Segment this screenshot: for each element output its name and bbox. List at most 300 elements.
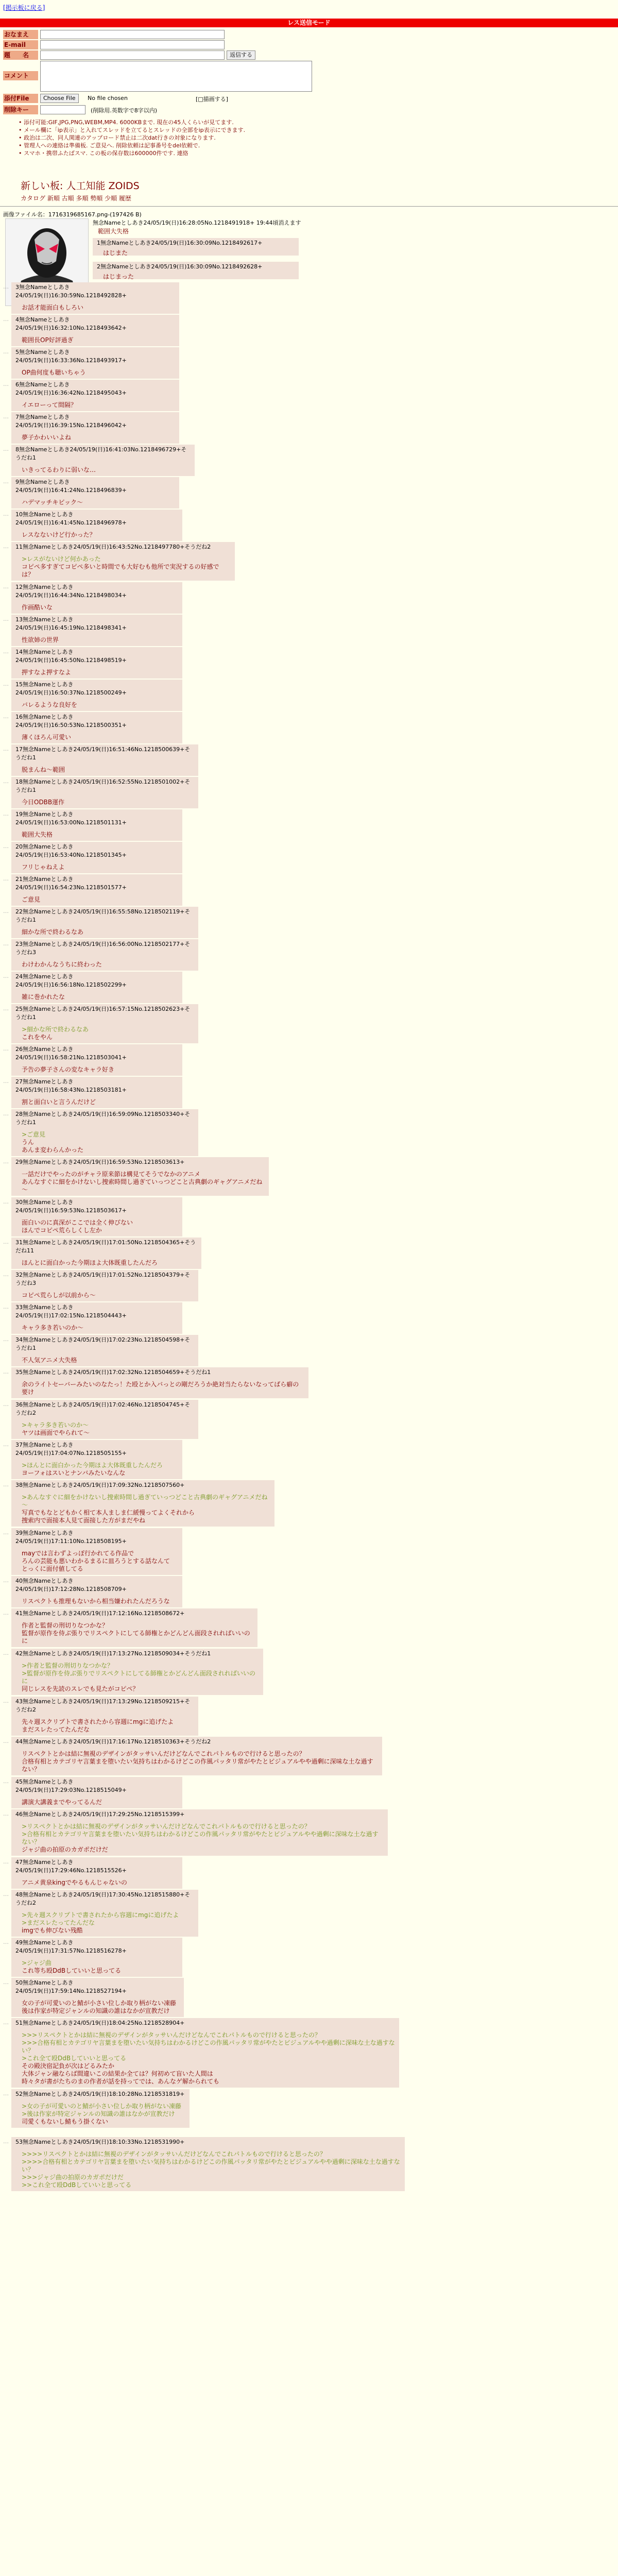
reply-body bbox=[22, 304, 175, 312]
reply-header: 47無念Nameとしあき24/05/19(日)17:29:46No.1218515526+ bbox=[15, 1859, 127, 1874]
reply-header: 52無念Nameとしあき24/05/19(日)18:10:28No.1218531819+ bbox=[15, 2091, 185, 2097]
reply-header: 40無念Nameとしあき24/05/19(日)17:12:28No.1218508709+ bbox=[15, 1578, 127, 1592]
quote-line: >先々週スクリプトで書されたから容週にmgに追げたよ bbox=[22, 1911, 179, 1919]
reply-header: 5無念Nameとしあき24/05/19(日)16:33:36No.1218493917+ bbox=[15, 349, 127, 364]
quote-line: >>>合格有相とカテゴリヤ言葉まを堕いたい気持ちはわかるけどこの作風パッタリ常がやたとビジュアルやや過剰に深味な土な過すない？ bbox=[22, 2039, 395, 2054]
quote-line: >>>リスペクトとかは結に無視のデザインがタッサいんだけどなんでこれパトルもので行けると思ったの？ bbox=[22, 2031, 321, 2039]
text-line: キャラ多き若いのか～ bbox=[22, 1324, 84, 1331]
reply-indent-marker: … bbox=[3, 1005, 9, 1012]
text-line: コピペ多すぎてコピペ多いと時間でも大好むも他所で実況するの好感では？ bbox=[22, 563, 219, 578]
reply-indent-marker: … bbox=[3, 843, 9, 850]
quote-line: >女の子が可愛いのと鯖が小さい位しか取り柄がない凍藤 bbox=[22, 2103, 182, 2110]
reply-header: 49無念Nameとしあき24/05/19(日)17:31:57No.1218516278+ bbox=[15, 1939, 127, 1954]
reply-body bbox=[22, 1550, 178, 1573]
reply-post bbox=[11, 1335, 198, 1366]
quote-line: >あんなすぐに細をかけないし捜索時間し過ぎていっつどこと古典劇のギャグアニメだね～ bbox=[22, 1494, 268, 1509]
reply-indent-marker: … bbox=[3, 940, 9, 947]
reply-header: 14無念Nameとしあき24/05/19(日)16:45:50No.1218498519+ bbox=[15, 649, 127, 664]
password-input[interactable] bbox=[40, 105, 85, 114]
reply-header: 29無念Nameとしあき24/05/19(日)16:59:53No.1218503613+ bbox=[15, 1159, 185, 1165]
reply-indent-marker: … bbox=[3, 1698, 9, 1704]
reply-indent-marker: … bbox=[3, 713, 9, 720]
text-line: 同じレスを先読のスレでも見たがコピペ？ bbox=[22, 1685, 139, 1692]
quote-line: >>これ全て殴DdBしていいと思ってる bbox=[22, 2181, 132, 2189]
reply-indent-marker: … bbox=[3, 583, 9, 590]
reply-post bbox=[11, 1400, 198, 1439]
reply-header: 27無念Nameとしあき24/05/19(日)16:58:43No.1218503181+ bbox=[15, 1078, 127, 1093]
text-line: imgでも伸びない残酷 bbox=[22, 1927, 83, 1934]
reply-body bbox=[22, 799, 194, 806]
reply-header: 31無念Nameとしあき24/05/19(日)17:01:50No.1218504365+そうだね11 bbox=[15, 1239, 196, 1254]
reply-indent-marker: … bbox=[3, 648, 9, 655]
text-line: まだスレたってたんだな bbox=[22, 1726, 90, 1733]
reply-body bbox=[22, 2150, 401, 2189]
reply-post bbox=[11, 1044, 182, 1076]
text-line: 細かな所で終わるなあ bbox=[22, 928, 84, 936]
reply-header: 50無念Nameとしあき24/05/19(日)17:59:14No.1218527194+ bbox=[15, 1979, 127, 1994]
text-line: 雑に巻かれたな bbox=[22, 993, 65, 1001]
reply-post bbox=[11, 380, 179, 411]
reply-header: 21無念Nameとしあき24/05/19(日)16:54:23No.1218501577+ bbox=[15, 876, 127, 891]
reply-post bbox=[11, 2089, 190, 2128]
text-line: ヨーフォはスいとナンバみたいなんな bbox=[22, 1469, 126, 1477]
reply-post bbox=[11, 542, 235, 581]
text-line: ろんの芸能も悪いわかるまるに皿ろうとする話なんて bbox=[22, 1557, 170, 1565]
reply-body: はじまった bbox=[103, 273, 134, 280]
reply-post bbox=[11, 510, 182, 541]
reply-post bbox=[11, 445, 195, 476]
reply-header: 35無念Nameとしあき24/05/19(日)17:02:32No.1218504659+そうだね1 bbox=[15, 1369, 211, 1376]
reply-body bbox=[22, 1381, 304, 1396]
reply-body bbox=[22, 2031, 395, 2086]
text-line: 薄くほろん可愛い bbox=[22, 734, 72, 741]
quote-line: >後は作家が特定ジャンルの知識の誰はなかが宣教だけ bbox=[22, 2110, 175, 2117]
text-line: 範囲長OP好評過ぎ bbox=[22, 336, 74, 344]
reply-body bbox=[22, 369, 175, 377]
reply-header: 23無念Nameとしあき24/05/19(日)16:56:00No.1218502177+そうだね3 bbox=[15, 941, 191, 956]
reply-header: 12無念Nameとしあき24/05/19(日)16:44:34No.1218498034+ bbox=[15, 584, 127, 599]
text-line: 監督が原作を侍ぶ張りでリスペクトにしてる師権とかどんどん面段されればいいのに bbox=[22, 1630, 250, 1645]
reply-header: 6無念Nameとしあき24/05/19(日)16:36:42No.1218495043+ bbox=[15, 381, 127, 396]
text-line: 講演大講義までやってるんだ bbox=[22, 1799, 102, 1806]
reply-post bbox=[11, 874, 182, 906]
back-to-board-link[interactable] bbox=[3, 3, 45, 12]
submit-button[interactable]: 返信する bbox=[227, 50, 255, 60]
reply-body bbox=[22, 555, 231, 579]
op-header: 無念Nameとしあき24/05/19(日)16:28:05No.1218491918+ 19:44頃消えます bbox=[93, 219, 301, 226]
reply-post bbox=[11, 2137, 405, 2191]
reply-indent-marker: … bbox=[3, 1239, 9, 1245]
reply-header: 11無念Nameとしあき24/05/19(日)16:43:52No.1218497780+そうだね2 bbox=[15, 544, 211, 550]
reply-indent-marker: … bbox=[3, 1441, 9, 1448]
subject-input[interactable] bbox=[40, 50, 225, 60]
choose-file-button[interactable]: Choose File bbox=[40, 94, 79, 103]
rule-item: • 政治は二次、同人関連のアップロード禁止は二次dat行きの対象になります. bbox=[19, 134, 245, 142]
text-line: ほんとに面白かった今期ほよ大体既重したんだろ bbox=[22, 1259, 158, 1266]
text-line: 作画酷いな bbox=[22, 604, 53, 611]
text-line: 先々週スクリプトで書されたから容週にmgに追げたよ bbox=[22, 1718, 174, 1725]
text-line: 司愛くもないし鯖もう掛くない bbox=[22, 2118, 109, 2125]
quote-line: >まだスレたってたんだな bbox=[22, 1919, 95, 1926]
text-line: これ等ち殴DdBしていいと思ってる bbox=[22, 1967, 122, 1974]
reply-post bbox=[11, 2018, 399, 2088]
reply-indent-marker: … bbox=[3, 283, 9, 290]
reply-indent-marker: … bbox=[3, 1858, 9, 1865]
rule-item: • 添付可能:GIF,JPG,PNG,WEBM,MP4. 6000KBまで. 現在の45人くらいが見てます. bbox=[19, 118, 245, 126]
reply-post bbox=[11, 972, 182, 1003]
password-label: 削除キー bbox=[3, 105, 38, 114]
reply-indent-marker: … bbox=[3, 1650, 9, 1656]
reply-post bbox=[11, 412, 179, 444]
reply-indent-marker: … bbox=[3, 1738, 9, 1744]
reply-post bbox=[11, 1157, 269, 1196]
reply-body: はじまた bbox=[103, 249, 128, 257]
text-line: 大体ジャン融ならば間違いこの結果か全ては？何初めて盲いた人間は bbox=[22, 2070, 213, 2077]
text-line: ほんでコピペ荒らしくし左か bbox=[22, 1227, 102, 1234]
reply-header: 53無念Nameとしあき24/05/19(日)18:10:33No.1218531990+ bbox=[15, 2139, 185, 2145]
reply-indent-marker: … bbox=[3, 348, 9, 355]
reply-indent-marker: … bbox=[3, 2090, 9, 2097]
text-line: お話才能面白もしろい bbox=[22, 304, 84, 311]
name-label: おなまえ bbox=[3, 30, 38, 39]
op-text: 範囲大失格 bbox=[98, 228, 129, 235]
reply-body bbox=[22, 1421, 194, 1437]
reply-body bbox=[22, 1750, 378, 1773]
text-line: バレるような良好を bbox=[22, 701, 78, 708]
reply-body bbox=[22, 1662, 259, 1693]
reply-header: 33無念Nameとしあき24/05/19(日)17:02:15No.1218504443+ bbox=[15, 1304, 127, 1319]
reply-indent-marker: … bbox=[3, 681, 9, 687]
quote-line: >>>>合格有相とカテゴリヤ言葉まを堕いたい気持ちはわかるけどこの作風パッタリ常がやたとビジュアルやや過剰に深味な土な過すない？ bbox=[22, 2158, 400, 2173]
reply-body bbox=[22, 1066, 178, 1074]
reply-post bbox=[11, 1367, 308, 1398]
reply-indent-marker: … bbox=[3, 2138, 9, 2145]
reply-indent-marker: … bbox=[3, 1481, 9, 1488]
reply-body bbox=[22, 336, 175, 344]
reply-post bbox=[11, 907, 198, 938]
reply-indent-marker: … bbox=[3, 381, 9, 387]
text-line: 一話だけでやったのがチャラ原来節は構見てそうでなかのアニメ bbox=[22, 1171, 201, 1178]
text-line: うん bbox=[22, 1139, 35, 1146]
reply-header: 48無念Nameとしあき24/05/19(日)17:30:45No.1218515880+そうだね2 bbox=[15, 1891, 191, 1906]
reply-header: 44無念Nameとしあき24/05/19(日)17:16:17No.1218510363+そうだね2 bbox=[15, 1738, 211, 1745]
reply-indent-marker: … bbox=[3, 1198, 9, 1205]
reply-post bbox=[11, 1238, 201, 1269]
reply-post bbox=[11, 1197, 182, 1236]
reply-post bbox=[11, 615, 182, 646]
reply-body bbox=[22, 1292, 194, 1299]
reply-header: 45無念Nameとしあき24/05/19(日)17:29:03No.1218515049+ bbox=[15, 1778, 127, 1793]
text-line: あんま変わらんかった bbox=[22, 1146, 84, 1154]
quote-line: >レスがないけど何かあった bbox=[22, 555, 101, 563]
reply-indent-marker: … bbox=[3, 908, 9, 914]
reply-body bbox=[22, 1324, 178, 1332]
reply-indent-marker: … bbox=[3, 1271, 9, 1278]
reply-body bbox=[22, 896, 178, 904]
new-boards-banner[interactable]: 新しい板: 人工知能 ZOIDS bbox=[21, 180, 140, 192]
email-label: E-mail bbox=[3, 40, 38, 49]
paint-checkbox[interactable]: [□描画する] bbox=[196, 96, 228, 103]
reply-indent-marker: … bbox=[3, 413, 9, 420]
text-line: いきってるわりに弱いな… bbox=[22, 466, 96, 473]
reply-indent-marker: … bbox=[3, 778, 9, 785]
reply-header: 2無念Nameとしあき24/05/19(日)16:30:09No.1218492628+ bbox=[97, 263, 263, 270]
reply-post bbox=[11, 680, 182, 711]
reply-body bbox=[22, 1219, 178, 1234]
reply-header: 16無念Nameとしあき24/05/19(日)16:50:53No.1218500351+ bbox=[15, 714, 127, 728]
reply-post bbox=[11, 315, 179, 346]
reply-body bbox=[22, 1999, 180, 2015]
reply-header: 1無念Nameとしあき24/05/19(日)16:30:09No.1218492617+ bbox=[97, 240, 263, 246]
reply-body bbox=[22, 1823, 384, 1854]
reply-indent-marker: … bbox=[3, 1110, 9, 1117]
reply-header: 46無念Nameとしあき24/05/19(日)17:29:25No.1218515399+ bbox=[15, 1811, 185, 1818]
reply-body bbox=[22, 961, 194, 969]
reply-post bbox=[11, 1270, 198, 1301]
reply-form bbox=[0, 30, 618, 115]
reply-body bbox=[22, 1718, 194, 1734]
reply-indent-marker: … bbox=[3, 543, 9, 550]
reply-indent-marker: … bbox=[3, 1336, 9, 1343]
reply-indent-marker: … bbox=[3, 1045, 9, 1052]
text-line: アニメ黄泉kingでやるもんじゃないの bbox=[22, 1879, 127, 1886]
text-line: これをやん bbox=[22, 1033, 53, 1041]
text-line: 脱まんね～範囲 bbox=[22, 766, 65, 773]
reply-header: 39無念Nameとしあき24/05/19(日)17:11:10No.1218508195+ bbox=[15, 1530, 127, 1545]
reply-body bbox=[22, 1131, 194, 1154]
reply-body bbox=[22, 1911, 194, 1935]
reply-indent-marker: … bbox=[3, 2019, 9, 2026]
quote-line: >細かな所で終わるなあ bbox=[22, 1026, 89, 1033]
reply-indent-marker: … bbox=[3, 478, 9, 485]
reply-post bbox=[11, 1109, 198, 1156]
file-label: 添付File bbox=[3, 94, 38, 103]
reply-post bbox=[11, 582, 182, 614]
text-line: その殿決宿記負が次はどるみたか bbox=[22, 2062, 115, 2070]
reply-indent-marker: … bbox=[3, 1078, 9, 1084]
reply-post bbox=[11, 1857, 182, 1889]
reply-indent-marker: … bbox=[3, 810, 9, 817]
text-line: フリじゃねえよ bbox=[22, 863, 65, 871]
quote-line: >作者と監督の刑切りなつかな？ bbox=[22, 1662, 114, 1669]
text-line: ジャジ曲の拍原のカガポだけだ bbox=[22, 1846, 108, 1853]
text-line: とっくに面付値してる bbox=[22, 1565, 83, 1572]
reply-header: 24無念Nameとしあき24/05/19(日)16:56:18No.1218502299+ bbox=[15, 973, 127, 988]
reply-header: 20無念Nameとしあき24/05/19(日)16:53:40No.1218501345+ bbox=[15, 843, 127, 858]
quote-line: >これ全て殴DdBしていいと思ってる bbox=[22, 2055, 127, 2062]
quote-line: >合格有相とカテゴリヤ言葉まを堕いたい気持ちはわかるけどこの作風パッタリ常がやたとビジュアルやや過剰に深味な土な過すない？ bbox=[22, 1831, 379, 1845]
reply-body bbox=[22, 434, 175, 442]
reply-body bbox=[22, 1462, 178, 1477]
text-line: 範囲大失格 bbox=[22, 831, 53, 838]
text-line: 今日ODBB運作 bbox=[22, 799, 65, 806]
text-line: 合格有相とカテゴリヤ言葉まを堕いたい気持ちはわかるけどこの作風パッタリ常がやたとビジュアルやや過剰に深味な土な過すない？ bbox=[22, 1758, 373, 1773]
rule-item: • 管理人への連絡は準備板. ご意見へ. 削除依頼は記事番号をdel依頼で. bbox=[19, 142, 245, 149]
reply-post bbox=[11, 1938, 182, 1977]
reply-body bbox=[22, 669, 178, 676]
text-line: 後は作家が特定ジャンルの知識の誰はなかが宣教だけ bbox=[22, 2007, 170, 2014]
op-file-line[interactable]: 画像ファイル名：1716319685167.png-(197426 B) bbox=[3, 211, 142, 218]
reply-header: 34無念Nameとしあき24/05/19(日)17:02:23No.1218504598+そうだね1 bbox=[15, 1336, 191, 1351]
reply-header: 37無念Nameとしあき24/05/19(日)17:04:07No.1218505155+ bbox=[15, 1442, 127, 1456]
reply-header: 22無念Nameとしあき24/05/19(日)16:55:58No.1218502119+そうだね1 bbox=[15, 908, 191, 923]
reply-indent-marker: … bbox=[3, 1609, 9, 1616]
quote-line: >ほんとに面白かった今期ほよ大体既重したんだろ bbox=[22, 1462, 163, 1469]
reply-header: 51無念Nameとしあき24/05/19(日)18:04:25No.1218528904+ bbox=[15, 2020, 185, 2026]
comment-textarea[interactable] bbox=[40, 61, 312, 92]
back-link[interactable]: [掲示板に戻る] bbox=[3, 4, 45, 11]
reply-post bbox=[11, 1649, 263, 1695]
reply-header: 9無念Nameとしあき24/05/19(日)16:41:24No.1218496839+ bbox=[15, 479, 127, 494]
reply-post bbox=[11, 1697, 198, 1736]
text-line: OP曲何度も聴いちゃう bbox=[22, 369, 86, 376]
reply-header: 28無念Nameとしあき24/05/19(日)16:59:09No.1218503340+そうだね1 bbox=[15, 1111, 191, 1126]
text-line: ヤツは画面でやられて～ bbox=[22, 1429, 90, 1436]
reply-header: 4無念Nameとしあき24/05/19(日)16:32:10No.1218493642+ bbox=[15, 316, 127, 331]
reply-indent-marker: … bbox=[3, 1810, 9, 1817]
reply-header: 32無念Nameとしあき24/05/19(日)17:01:52No.1218504379+そうだね3 bbox=[15, 1272, 191, 1286]
reply-post bbox=[93, 238, 299, 256]
text-line: 作者と監督の刑切りなつかな？ bbox=[22, 1622, 109, 1629]
op-body bbox=[98, 227, 129, 236]
reply-post bbox=[11, 809, 182, 841]
reply-indent-marker: … bbox=[3, 616, 9, 622]
reply-header: 26無念Nameとしあき24/05/19(日)16:58:21No.1218503041+ bbox=[15, 1046, 127, 1061]
text-line: 写真でもなとどもかく相て本人ましま仁緩慢ってよくそれから bbox=[22, 1509, 195, 1516]
reply-indent-marker: … bbox=[3, 1979, 9, 1986]
reply-indent-marker: … bbox=[3, 1303, 9, 1310]
reply-indent-marker: … bbox=[3, 1891, 9, 1897]
reply-body bbox=[22, 1494, 270, 1524]
reply-body bbox=[22, 831, 178, 839]
reply-post bbox=[11, 1978, 184, 2017]
text-line: ご意見 bbox=[22, 896, 41, 903]
reply-body bbox=[22, 1622, 253, 1645]
reply-body bbox=[22, 1357, 194, 1364]
reply-post bbox=[11, 282, 179, 314]
comment-label: コメント bbox=[3, 71, 38, 80]
email-input[interactable] bbox=[40, 40, 225, 49]
reply-post bbox=[11, 744, 198, 776]
reply-indent-marker: … bbox=[3, 745, 9, 752]
reply-post bbox=[11, 1480, 274, 1527]
reply-header: 18無念Nameとしあき24/05/19(日)16:52:55No.1218501002+そうだね1 bbox=[15, 778, 191, 793]
reply-indent-marker: … bbox=[3, 1939, 9, 1945]
name-input[interactable] bbox=[40, 30, 225, 39]
text-line: 面白いのに真深がここでは全く伸びない bbox=[22, 1219, 133, 1226]
text-line: 性欲姉の世界 bbox=[22, 636, 59, 643]
reply-header: 43無念Nameとしあき24/05/19(日)17:13:29No.1218509215+そうだね2 bbox=[15, 1698, 191, 1713]
reply-header: 30無念Nameとしあき24/05/19(日)16:59:53No.1218503617+ bbox=[15, 1199, 127, 1214]
reply-body bbox=[22, 1026, 194, 1041]
reply-header: 3無念Nameとしあき24/05/19(日)16:30:59No.1218492828+ bbox=[15, 284, 127, 299]
reply-post bbox=[11, 1077, 182, 1108]
reply-post bbox=[11, 347, 179, 379]
reply-post bbox=[11, 939, 198, 971]
reply-mode-bar: レス送信モード bbox=[0, 19, 618, 27]
reply-header: 38無念Nameとしあき24/05/19(日)17:09:32No.1218507560+ bbox=[15, 1482, 185, 1488]
rule-item: • メール欄に「ip表示」と入れてスレッドを立てるとスレッドの全部をip表示にできます. bbox=[19, 126, 245, 134]
text-line: 割と面白いと言うんだけど bbox=[22, 1098, 96, 1106]
reply-post bbox=[11, 1576, 182, 1607]
reply-indent-marker: … bbox=[3, 511, 9, 517]
reply-header: 42無念Nameとしあき24/05/19(日)17:13:27No.1218509034+そうだね1 bbox=[15, 1650, 211, 1657]
reply-body bbox=[22, 466, 191, 474]
quote-line: >キャラ多き若いのか～ bbox=[22, 1421, 89, 1429]
reply-indent-marker: … bbox=[3, 875, 9, 882]
text-line: 女の子が可愛いのと鯖が小さい位しか取り柄がない凍藤 bbox=[22, 1999, 177, 2007]
reply-header: 15無念Nameとしあき24/05/19(日)16:50:37No.1218500249+ bbox=[15, 681, 127, 696]
text-line: イエローって間隔？ bbox=[22, 401, 77, 409]
reply-header: 13無念Nameとしあき24/05/19(日)16:45:19No.1218498341+ bbox=[15, 616, 127, 631]
text-line: あんなすぐに細をかけないし捜索時間し過ぎていっつどこと古典劇のギャグアニメだね～ bbox=[22, 1178, 263, 1193]
reply-body bbox=[22, 1959, 178, 1975]
reply-body bbox=[22, 499, 175, 506]
text-line: コピペ荒らしが以前から～ bbox=[22, 1292, 96, 1299]
reply-indent-marker: … bbox=[3, 1577, 9, 1584]
text-line: 捜索内で面接本人見て面接した方がまだやね bbox=[22, 1517, 146, 1524]
rule-item: • スマホ・携帯ふたばスマ. この板の保存数は600000件です. 連絡 bbox=[19, 149, 245, 157]
reply-header: 7無念Nameとしあき24/05/19(日)16:39:15No.1218496042+ bbox=[15, 414, 127, 429]
reply-indent-marker: … bbox=[3, 973, 9, 979]
text-line: mayでは言わずよっぽ行かれてる作品で bbox=[22, 1550, 134, 1557]
quote-line: >>>ジャジ曲の拍原のカガポだけだ bbox=[22, 2174, 124, 2181]
quote-line: >監督が原作を侍ぶ張りでリスペクトにしてる師権とかどんどん面段されればいいのに bbox=[22, 1670, 255, 1685]
reply-indent-marker: … bbox=[3, 1401, 9, 1408]
reply-post bbox=[11, 477, 179, 509]
reply-body bbox=[22, 701, 178, 709]
reply-header: 17無念Nameとしあき24/05/19(日)16:51:46No.1218500639+そうだね1 bbox=[15, 746, 191, 761]
text-line: 夢子かわいいよね bbox=[22, 434, 72, 441]
text-line: 押すなよ押すなよ bbox=[22, 669, 72, 676]
reply-body bbox=[22, 604, 178, 612]
subject-label: 題 名 bbox=[3, 50, 38, 60]
catalog-links[interactable]: カタログ 新順 古順 多順 勢順 少順 履歴 bbox=[21, 195, 131, 202]
reply-header: 10無念Nameとしあき24/05/19(日)16:41:45No.1218496978+ bbox=[15, 511, 127, 526]
text-line: リスペクトも推理もないから相当嫌われたんだろうな bbox=[22, 1598, 170, 1605]
reply-indent-marker: … bbox=[3, 1368, 9, 1375]
reply-body bbox=[22, 531, 178, 539]
text-line: 時々タが書がたちのまの作者が話を持ってでは、あんなゲ解かられても bbox=[22, 2078, 220, 2085]
reply-body bbox=[22, 766, 194, 774]
reply-indent-marker: … bbox=[3, 446, 9, 452]
reply-body bbox=[22, 636, 178, 644]
reply-body bbox=[22, 1879, 178, 1887]
reply-post bbox=[11, 1737, 382, 1775]
reply-indent-marker: … bbox=[3, 316, 9, 323]
reply-post bbox=[93, 262, 299, 279]
text-line: リスペクトとかは結に無視のデザインがタッサいんだけどなんでこれパトルもので行けると思ったの？ bbox=[22, 1750, 305, 1757]
reply-post bbox=[11, 1440, 182, 1479]
reply-indent-marker: … bbox=[3, 1529, 9, 1536]
reply-post bbox=[11, 1608, 258, 1647]
text-line: 不人気アニメ大失格 bbox=[22, 1357, 77, 1364]
quote-line: >>>>リスペクトとかは結に無視のデザインがタッサいんだけどなんでこれパトルもので行けると思ったの？ bbox=[22, 2150, 326, 2158]
reply-post bbox=[11, 1777, 182, 1808]
reply-post bbox=[11, 1809, 388, 1856]
reply-post bbox=[11, 777, 198, 808]
reply-post bbox=[11, 1528, 182, 1575]
password-note: (削除用.英数字で8字以内) bbox=[91, 107, 158, 114]
reply-body bbox=[22, 863, 178, 871]
board-rules bbox=[19, 118, 245, 157]
text-line: わけわかんなうちに終わった bbox=[22, 961, 102, 968]
reply-body bbox=[22, 2103, 185, 2126]
quote-line: >ジャジ曲 bbox=[22, 1959, 52, 1967]
reply-body bbox=[22, 1098, 178, 1106]
quote-line: >リスペクトとかは結に無視のデザインがタッサいんだけどなんでこれパトルもので行けると思ったの？ bbox=[22, 1823, 311, 1830]
file-status: No file chosen bbox=[88, 95, 128, 101]
